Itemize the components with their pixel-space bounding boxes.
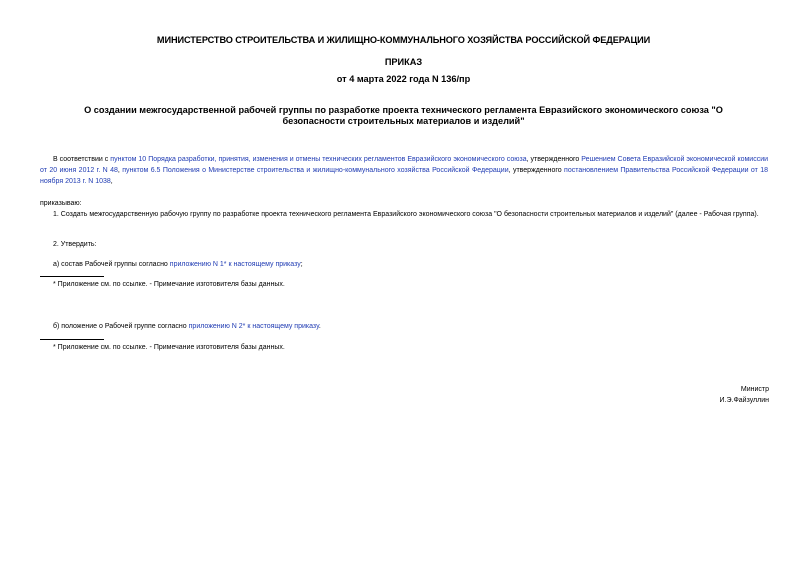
item-2a-text: а) состав Рабочей группы согласно [53, 261, 170, 268]
link-decision-council[interactable]: Решением Совета Евразийской экономической комиссии от 20 июня 2012 г. N 48 [40, 156, 769, 174]
link-regulation-point-6-5[interactable]: пунктом 6.5 Положения о Министерстве строительства и жилищно-коммунального хозяйства Российской Федерации [122, 167, 509, 174]
item-2b-text: б) положение о Рабочей группе согласно [53, 323, 189, 330]
document-title-text: О создании межгосударственной рабочей группы по разработке проекта технического регламента Евразийского экономического союза "О безопасности строительных материалов и изделий" [84, 105, 723, 126]
signature-position: Министр [740, 386, 769, 393]
item-2b-end: . [318, 323, 321, 330]
item-2a-end: ; [300, 261, 303, 268]
signature-name: И.Э.Файзуллин [719, 397, 769, 404]
item-2a [40, 259, 768, 270]
item-2b [40, 321, 768, 332]
item-1: 1. Создать межгосударственную рабочую группу по разработке проекта технического регламента Евразийского экономического союза "О безопасности строительных материалов и изделий" (далее - Рабочая группа). [53, 211, 759, 218]
footnote-rule-1 [40, 276, 104, 277]
footnote-2: * Приложение см. по ссылке. - Примечание изготовителя базы данных. [53, 344, 285, 351]
order-word: приказываю: [40, 200, 82, 207]
link-government-decree[interactable]: постановлением Правительства Российской Федерации от 18 ноября 2013 г. N 1038 [40, 167, 769, 185]
link-appendix-2[interactable]: приложению N 2* к настоящему приказу [188, 323, 319, 330]
preamble-text-1: В соответствии с [53, 156, 111, 163]
date-number: от 4 марта 2022 года N 136/пр [336, 74, 471, 84]
doc-type: ПРИКАЗ [384, 57, 423, 67]
preamble-text-3: , [117, 167, 123, 174]
link-order-point-10[interactable]: пунктом 10 Порядка разработки, принятия, изменения и отмены технических регламентов Евразийского экономического союза [110, 156, 527, 163]
preamble-text-4: , утвержденного [508, 167, 565, 174]
footnote-1: * Приложение см. по ссылке. - Примечание изготовителя базы данных. [53, 281, 285, 288]
link-appendix-1[interactable]: приложению N 1* к настоящему приказу [169, 261, 301, 268]
item-2: 2. Утвердить: [53, 241, 97, 248]
footnote-rule-2 [40, 339, 104, 340]
document-title [70, 105, 737, 127]
ministry-heading: МИНИСТЕРСТВО СТРОИТЕЛЬСТВА И ЖИЛИЩНО-КОММУНАЛЬНОГО ХОЗЯЙСТВА РОССИЙСКОЙ ФЕДЕРАЦИИ [156, 35, 651, 45]
preamble-paragraph [40, 154, 768, 187]
preamble-text-5: , [110, 178, 113, 185]
preamble-text-2: , утвержденного [526, 156, 582, 163]
